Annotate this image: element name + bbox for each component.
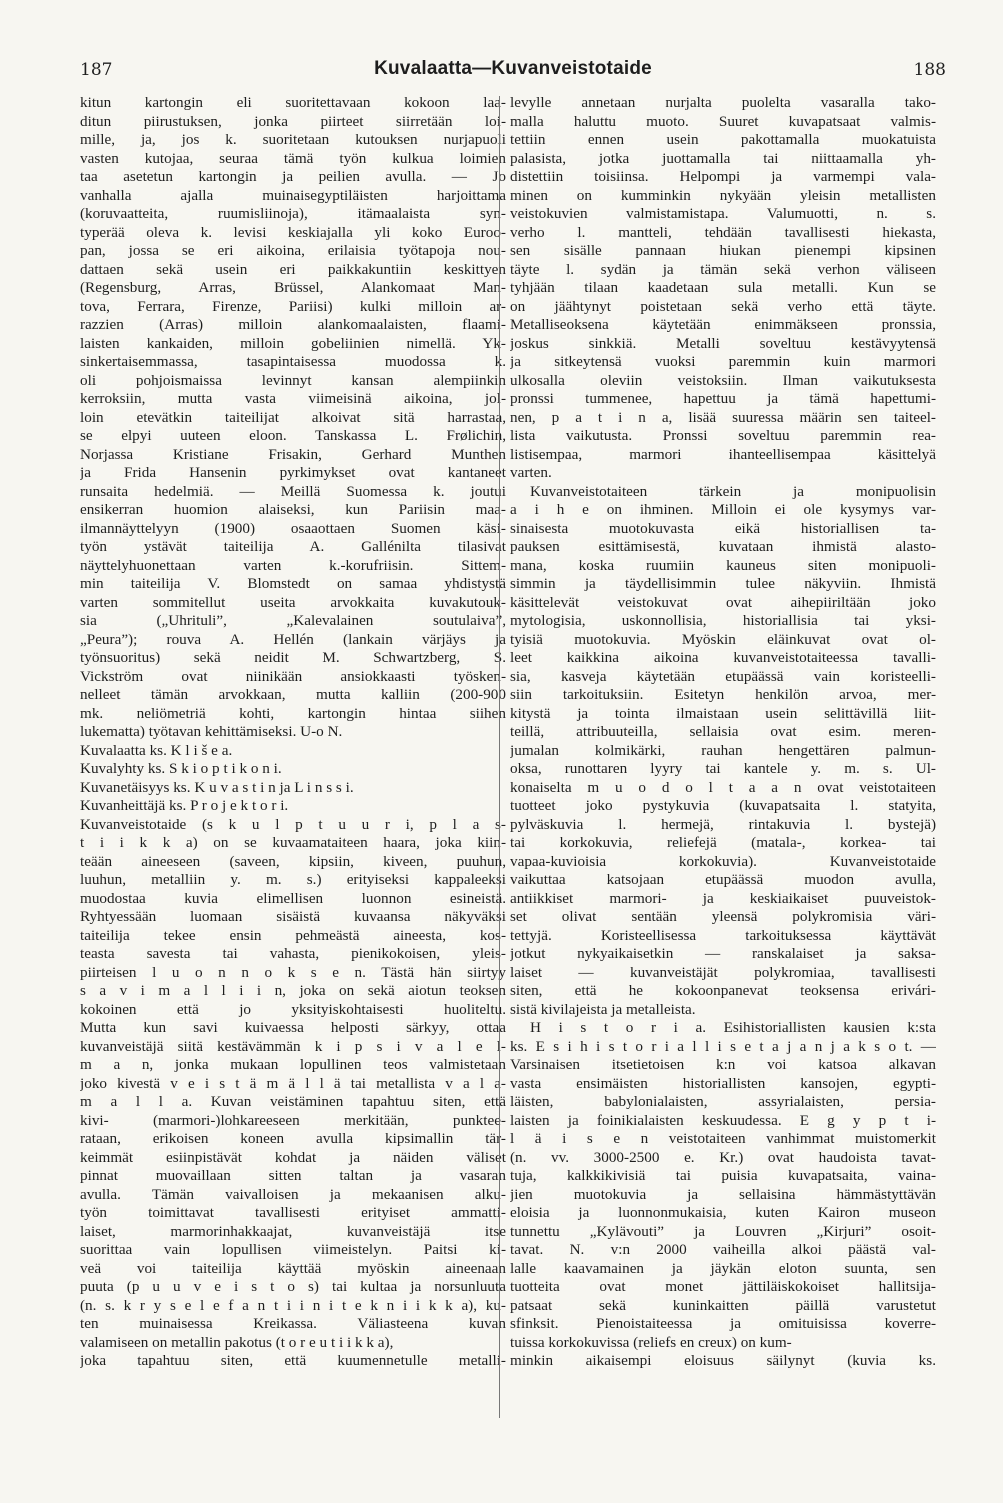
text-line: kerroksiin, mutta vasta viimeisinä aikoina, jol- bbox=[80, 390, 506, 407]
text-line: ditun piirustuksen, jonka piirteet siirretään loi- bbox=[80, 112, 506, 130]
text-line: joskus sinkkiä. Metalli soveltuu kestävyytensä bbox=[510, 334, 936, 352]
text-line: Kuvanveistotaide (s k u l p t u u r i, p l a s- bbox=[80, 815, 506, 833]
text-line: tuotteet joko pystykuvia (kuvapatsaita l. statyita, bbox=[510, 797, 936, 814]
text-line: „Peura”); rouva A. Hellén (lankain värjäys ja bbox=[80, 630, 506, 648]
page-number-left: 187 bbox=[80, 60, 113, 80]
text-line: rataan, erikoisen koneen avulla kipsimallin tär- bbox=[80, 1130, 506, 1147]
text-line: keimmät esiinpistävät kohdat ja näiden väliset bbox=[80, 1148, 506, 1166]
text-line: ja Frida Hansenin pyrkimykset ovat kantaneet bbox=[80, 464, 506, 481]
text-line: Kuvanetäisyys ks. K u v a s t i n ja L i n s s i. bbox=[80, 778, 354, 796]
text-line: kitun kartongin eli suoritettavaan kokoon laa- bbox=[80, 94, 506, 111]
text-line: pronssi tummenee, hapettuu ja tämä hapettumi- bbox=[510, 390, 936, 407]
text-line: Mutta kun savi kuivaessa helposti särkyy, ottaa bbox=[80, 1019, 506, 1036]
text-line: työn toimittavat tavallisesti erityiset ammatti- bbox=[80, 1204, 506, 1221]
text-line: m a l l a. Kuvan veistäminen tapahtuu siten, että bbox=[80, 1093, 506, 1110]
text-line: mana, koska ruumiin kauneus siten monipuoli- bbox=[510, 556, 936, 574]
right-column bbox=[510, 94, 936, 1424]
text-line: tai korkokuvia, reliefejä (matala-, korkea- tai bbox=[510, 834, 936, 851]
left-column bbox=[80, 94, 506, 1424]
text-line: laiset — kuvanveistäjät polykromiaa, tavallisesti bbox=[510, 963, 936, 981]
text-line: sia, kasveja käytetään etupäässä vain koristeelli- bbox=[510, 667, 936, 685]
text-line: täyte l. sydän ja tämän sekä verhon väliseen bbox=[510, 260, 936, 278]
text-line: pinnat muovaillaan sitten taltan ja vasaran bbox=[80, 1167, 506, 1184]
text-line: lista vaikutusta. Pronssi soveltuu paremmin rea- bbox=[510, 427, 936, 444]
text-line: käsittelevät veistokuvat ovat aihepiiriltään joko bbox=[510, 593, 936, 611]
text-line: runsaita hedelmiä. — Meillä Suomessa k. joutui bbox=[80, 482, 506, 500]
text-line: ja sitkeytensä vuoksi paremmin kuin marmori bbox=[510, 353, 936, 370]
text-line: joko kivestä v e i s t ä m ä l l ä tai metallista v a l a- bbox=[80, 1074, 506, 1092]
text-line: a i h e on ihminen. Milloin ei ole kysymys var- bbox=[510, 501, 936, 518]
text-line: näyttelyhuonettaan varten k.-korufriisin. Sittem- bbox=[80, 556, 506, 574]
text-line: se elpyi uuteen eloon. Tanskassa L. Frølichin, bbox=[80, 427, 506, 444]
text-line: nen, p a t i n a, lisää suuressa määrin sen taiteel- bbox=[510, 408, 936, 426]
text-line: kitystä ja tointa ilmaistaan usein selittävillä liit- bbox=[510, 704, 936, 722]
text-line: malla haluttu muoto. Suuret kuvapatsaat valmis- bbox=[510, 112, 936, 130]
text-line: dattaen sekä usein eri paikkakuntiin keskittyen bbox=[80, 260, 506, 278]
text-line: pauksen esittämisestä, kuvataan ihmistä alasto- bbox=[510, 538, 936, 555]
text-line: jumalan kolmikärki, rauhan hengettären palmun- bbox=[510, 741, 936, 759]
text-line: avulla. Tämän vaivalloisen ja mekaanisen alku- bbox=[80, 1185, 506, 1203]
text-line: Kuvalaatta ks. K l i š e a. bbox=[80, 741, 233, 759]
text-line: s a v i m a l l i i n, joka on sekä aiotun teoksen bbox=[80, 982, 506, 999]
text-line: oli pohjoismaissa levinnyt kansan alempiinkin bbox=[80, 371, 506, 389]
text-line: veistokuvien valmistamistapa. Valumuotti, n. s. bbox=[510, 205, 936, 222]
text-line: taa asetetun kartongin ja peilien avulla. — Jo bbox=[80, 168, 506, 185]
text-line: laisten ja foinikialaisten keskuudessa. E g y p t i- bbox=[510, 1111, 936, 1129]
text-line: siin tarkoituksiin. Esitetyn henkilön arvoa, mer- bbox=[510, 686, 936, 703]
text-line: kuvanveistäjä siitä kestävämmän k i p s i v a l e l- bbox=[80, 1037, 506, 1055]
text-line: laisten kankaiden, milloin gobeliinien nimellä. Yk- bbox=[80, 334, 506, 352]
text-line: luuhun, metalliin y. m. s.) erityiseksi kappaleeksi bbox=[80, 871, 506, 888]
text-line: sinaisesta muotokuvasta eikä historiallisen ta- bbox=[510, 519, 936, 537]
text-line: oksa, runottaren lyyry tai kantele y. m. s. Ul- bbox=[510, 760, 936, 777]
text-line: tuissa korkokuvissa (reliefs en creux) on kum- bbox=[510, 1333, 792, 1351]
text-line: ulkosalla oleviin veistoksiin. Ilman vaikutuksesta bbox=[510, 371, 936, 389]
text-line: joka tapahtuu siten, että kuumennetulle metalli- bbox=[80, 1352, 506, 1369]
text-line: (koruvaatteita, ruumisliinoja), itämaalaista syn- bbox=[80, 205, 506, 222]
text-line: palasista, jotka juottamalla tai niittaamalla yh- bbox=[510, 149, 936, 167]
text-line: levylle annetaan nurjalta puolelta vasaralla tako- bbox=[510, 94, 936, 111]
text-line: set olivat sentään yleensä polykromisia väri- bbox=[510, 908, 936, 925]
text-line: (n. s. k r y s e l e f a n t i i n i t e k n i i k k a), ku- bbox=[80, 1296, 506, 1314]
text-line: lukematta) työtavan kehittämiseksi. U-o N. bbox=[80, 723, 343, 740]
text-line: leet kaikkina aikoina kuvanveistotaiteessa tavalli- bbox=[510, 649, 936, 666]
text-line: patsaat sekä kuninkaitten päillä varustetut bbox=[510, 1296, 936, 1314]
text-line: jotkut nykyaikaisetkin — ranskalaiset ja saksa- bbox=[510, 945, 936, 962]
text-line: l ä i s e n veistotaiteen vanhimmat muistomerkit bbox=[510, 1130, 936, 1147]
text-line: minkin aikaisempi eloisuus säilynyt (kuvia ks. bbox=[510, 1352, 936, 1369]
text-line: tyisiä muotokuvia. Myöskin eläinkuvat ovat ol- bbox=[510, 630, 936, 648]
text-line: laiset, marmorinhakkaajat, kuvanveistäjä itse bbox=[80, 1222, 506, 1240]
text-line: sfinksit. Pienoistaiteessa ja omituisissa koverre- bbox=[510, 1315, 936, 1332]
text-line: mytologisia, uskonnollisia, historiallisia tai yksi- bbox=[510, 612, 936, 629]
page-title: Kuvalaatta—Kuvanveistotaide bbox=[374, 58, 652, 79]
text-line: vasten kutojaa, seuraa tämä työn kulkua loimien bbox=[80, 149, 506, 167]
text-line: m a n, jonka mukaan lopullinen teos valmistetaan bbox=[80, 1056, 506, 1073]
text-line: mille, ja, jos k. suoritetaan kutouksen nurjapuoli bbox=[80, 131, 506, 148]
text-line: teillä, attribuuteilla, sellaisia ovat esim. meren- bbox=[510, 723, 936, 740]
text-line: tova, Ferrara, Firenze, Pariisi) kulki milloin ar- bbox=[80, 297, 506, 315]
text-line: razzien (Arras) milloin alankomaalaisten, flaami- bbox=[80, 316, 506, 333]
text-line: antiikkiset marmori- ja keskiaikaiset puuveistok- bbox=[510, 889, 936, 907]
text-line: Kuvalyhty ks. S k i o p t i k o n i. bbox=[80, 760, 282, 777]
text-line: muodostaa kuvia elimellisen luonnon esineistä. bbox=[80, 889, 506, 907]
text-line: distettiin toisiinsa. Helpompi ja varmempi vala- bbox=[510, 168, 936, 185]
text-line: teään aineeseen (saveen, kipsiin, kiveen, puuhun, bbox=[80, 852, 506, 870]
text-line: lalle kaavamainen ja jäykän eloton suunta, sen bbox=[510, 1259, 936, 1277]
text-line: (n. vv. 3000-2500 e. Kr.) ovat haudoista tavat- bbox=[510, 1148, 936, 1166]
text-line: Metalliseoksena käytetään enimmäkseen pronssia, bbox=[510, 316, 936, 333]
text-line: eloisia ja luonnonmukaisia, kuten Kairon museon bbox=[510, 1204, 936, 1221]
text-line: vasta ensimäisten historiallisten kansojen, egypti- bbox=[510, 1074, 936, 1092]
text-line: vaikuttaa katsojaan etupäässä muodon avulla, bbox=[510, 871, 936, 888]
text-line: ensikerran huomion alaiseksi, kun Pariisin maa- bbox=[80, 501, 506, 518]
text-line: suorittaa vain lopullisen viimeistelyn. Paitsi ki- bbox=[80, 1241, 506, 1258]
text-line: Vickström ovat niinikään ansiokkaasti työsken- bbox=[80, 667, 506, 685]
text-line: ks. E s i h i s t o r i a l l i s e t a j a n j a k s o t. — bbox=[510, 1037, 936, 1055]
text-line: läisten, babylonialaisten, assyrialaisten, persia- bbox=[510, 1093, 936, 1110]
text-line: listisempaa, marmori ihanteellisempaa käsittelyä bbox=[510, 445, 936, 463]
text-line: taiteilija tekee ensin pehmeästä aineesta, kos- bbox=[80, 926, 506, 944]
text-line: tettiin ennen usein pakottamalla muokatuista bbox=[510, 131, 936, 148]
text-line: piirteisen l u o n n o k s e n. Tästä hän siirtyy bbox=[80, 963, 506, 981]
text-line: typerää oleva k. levisi keskiajalla yli koko Euroo- bbox=[80, 223, 506, 241]
text-line: valamiseen on metallin pakotus (t o r e u t i i k k a), bbox=[80, 1333, 394, 1351]
text-line: veä voi taiteilija käyttää myöskin aineenaan bbox=[80, 1259, 506, 1277]
text-line: sia („Uhrituli”, „Kalevalainen soutulaiva”, bbox=[80, 612, 506, 629]
text-line: varten. bbox=[510, 464, 552, 481]
text-line: pan, jossa se eri aikoina, erilaisia työtapoja nou- bbox=[80, 242, 506, 259]
text-line: kokoinen että jo yksityiskohtaisesti huoliteltu. bbox=[80, 1000, 506, 1018]
text-line: varten sommitellut useita arvokkaita kuvakutouk- bbox=[80, 593, 506, 611]
text-line: Kuvanheittäjä ks. P r o j e k t o r i. bbox=[80, 797, 289, 814]
text-line: on jäähtynyt poistetaan sekä verho että täyte. bbox=[510, 297, 936, 315]
text-line: Norjassa Kristiane Frisakin, Gerhard Munthen bbox=[80, 445, 506, 463]
text-line: minen on kumminkin nykyään yleisin metallisten bbox=[510, 186, 936, 204]
text-line: vanhalla ajalla muinaisegyptiläisten harjoittama bbox=[80, 186, 506, 204]
text-line: H i s t o r i a. Esihistoriallisten kausien k:sta bbox=[530, 1019, 936, 1036]
text-line: loin etevätkin taiteilijat alkoivat sitä harrastaa, bbox=[80, 408, 506, 426]
text-line: verho l. mantteli, tehdään tavallisesti hiekasta, bbox=[510, 223, 936, 241]
text-line: tuotteita ovat monet jättiläiskokoiset hallitsija- bbox=[510, 1278, 936, 1295]
text-line: (Regensburg, Arras, Brüssel, Alankomaat Man- bbox=[80, 279, 506, 296]
text-line: ilmannäyttelyyn (1900) osaaottaen Suomen käsi- bbox=[80, 519, 506, 537]
text-line: Kuvanveistotaiteen tärkein ja monipuolisin bbox=[530, 482, 936, 500]
text-line: sinkertaisemmassa, tasapintaisessa muodossa k. bbox=[80, 353, 506, 370]
text-line: simmin ja täydellisimmin tulee näkyviin. Ihmistä bbox=[510, 575, 936, 592]
text-line: tuja, kalkkikivisiä tai puisia kuvapatsaita, vaina- bbox=[510, 1167, 936, 1184]
text-line: tunnettu „Kylävouti” ja Louvren „Kirjuri” osoit- bbox=[510, 1222, 936, 1240]
text-line: työn ystävät taiteilija A. Gallénilta tilasivat bbox=[80, 538, 506, 555]
text-line: puuta (p u u v e i s t o s) tai kultaa ja norsunluuta bbox=[80, 1278, 506, 1295]
text-line: siten, että he kokoonpanevat teoksensa erivári- bbox=[510, 982, 936, 999]
text-line: Ryhtyessään luomaan sisäistä kuvaansa näkyväksi bbox=[80, 908, 506, 925]
text-line: nelleet tämän arvokkaan, mutta kalliin (200-900 bbox=[80, 686, 506, 703]
text-line: min taiteilija V. Blomstedt on samaa yhdistystä bbox=[80, 575, 506, 592]
text-line: tettyjä. Koristeellisessa tarkoituksessa käyttävät bbox=[510, 926, 936, 944]
text-line: konaiselta m u o d o l t a a n ovat veistotaiteen bbox=[510, 778, 936, 796]
text-line: tavat. N. v:n 2000 vaiheilla alkoi päästä val- bbox=[510, 1241, 936, 1258]
text-line: ten muinaisessa Kreikassa. Väliasteena kuvan bbox=[80, 1315, 506, 1332]
text-line: sistä kivilajeista ja metalleista. bbox=[510, 1000, 696, 1018]
text-line: teasta savesta tai vahasta, pienikokoisen, yleis- bbox=[80, 945, 506, 962]
text-line: vapaa-kuvioisia korkokuvia). Kuvanveistotaide bbox=[510, 852, 936, 870]
page-header bbox=[80, 58, 946, 86]
column-divider bbox=[499, 96, 500, 1418]
text-line: jien muotokuvia ja sellaisina hämmästyttävän bbox=[510, 1185, 936, 1203]
text-line: kivi- (marmori-)lohkareeseen merkitään, punktee- bbox=[80, 1111, 506, 1129]
text-line: Varsinaisen itsetietoisen k:n voi katsoa alkavan bbox=[510, 1056, 936, 1073]
text-line: sen sisälle pannaan hiukan pienempi kipsinen bbox=[510, 242, 936, 259]
text-line: työnsuoritus) sekä neidit M. Schwartzberg, S. bbox=[80, 649, 506, 666]
page-number-right: 188 bbox=[913, 60, 946, 80]
text-line: tyhjään tilaan kaadetaan sula metalli. Kun se bbox=[510, 279, 936, 296]
text-line: pylväskuvia l. hermejä, rintakuvia l. bystejä) bbox=[510, 815, 936, 833]
text-line: t i i k k a) on se kuvaamataiteen haara, joka kiin- bbox=[80, 834, 506, 851]
text-line: mk. neliömetriä kohti, kartongin hintaa siihen bbox=[80, 704, 506, 722]
